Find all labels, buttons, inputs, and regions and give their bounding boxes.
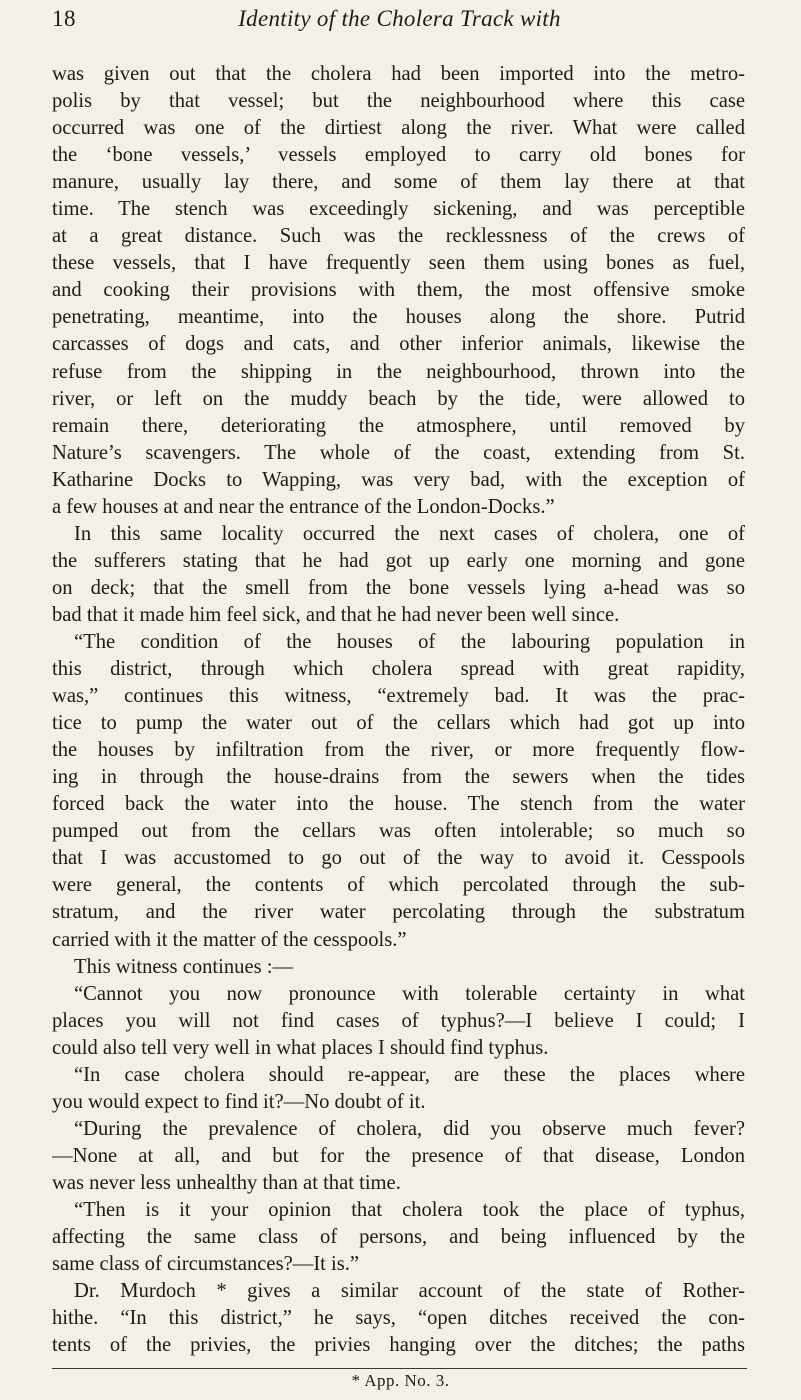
text-line: same class of circumstances?—It is.”: [52, 1253, 360, 1276]
text-line: occurred was one of the dirtiest along the river. What were called: [52, 117, 745, 140]
text-line: ing in through the house-drains from the sewers when the tides: [52, 766, 745, 789]
text-line: time. The stench was exceedingly sickening, and was perceptible: [52, 198, 745, 221]
page-number: 18: [52, 6, 76, 31]
text-line: Dr. Murdoch * gives a similar account of the state of Rother-: [74, 1280, 745, 1303]
text-line: In this same locality occurred the next cases of cholera, one of: [74, 522, 745, 545]
text-line: “The condition of the houses of the labouring population in: [74, 630, 745, 653]
text-line: on deck; that the smell from the bone vessels lying a-head was so: [52, 576, 745, 599]
text-line: this district, through which cholera spread with great rapidity,: [52, 658, 745, 681]
text-line: penetrating, meantime, into the houses along the shore. Putrid: [52, 306, 745, 329]
text-line: hithe. “In this district,” he says, “open ditches received the con-: [52, 1307, 745, 1330]
text-line: could also tell very well in what places I should find typhus.: [52, 1036, 549, 1059]
text-line: remain there, deteriorating the atmosphere, until removed by: [52, 414, 745, 437]
page-header: [52, 6, 747, 38]
text-line: forced back the water into the house. The stench from the water: [52, 793, 745, 816]
text-line: and cooking their provisions with them, the most offensive smoke: [52, 279, 745, 302]
text-line: carried with it the matter of the cesspools.”: [52, 928, 407, 951]
text-line: was never less unhealthy than at that time.: [52, 1171, 401, 1194]
text-line: polis by that vessel; but the neighbourhood where this case: [52, 90, 745, 113]
text-line: carcasses of dogs and cats, and other inferior animals, likewise the: [52, 333, 745, 356]
text-line: was given out that the cholera had been imported into the metro-: [52, 63, 745, 85]
text-line: tents of the privies, the privies hanging over the ditches; the paths: [52, 1334, 745, 1357]
text-line: manure, usually lay there, and some of them lay there at that: [52, 171, 745, 194]
text-line: were general, the contents of which percolated through the sub-: [52, 874, 745, 897]
body-text: [52, 61, 745, 1359]
text-line: Katharine Docks to Wapping, was very bad, with the exception of: [52, 468, 745, 491]
text-line: “In case cholera should re-appear, are these the places where: [74, 1063, 745, 1086]
text-line: places you will not find cases of typhus?—I believe I could; I: [52, 1009, 745, 1032]
text-line: these vessels, that I have frequently seen them using bones as fuel,: [52, 252, 745, 275]
text-line: bad that it made him feel sick, and that he had never been well since.: [52, 603, 620, 626]
text-line: “Then is it your opinion that cholera took the place of typhus,: [74, 1198, 745, 1221]
text-line: you would expect to find it?—No doubt of it.: [52, 1090, 426, 1113]
text-line: was,” continues this witness, “extremely bad. It was the prac-: [52, 685, 745, 708]
text-line: river, or left on the muddy beach by the tide, were allowed to: [52, 387, 745, 410]
text-line: at a great distance. Such was the recklessness of the crews of: [52, 225, 745, 248]
text-line: the sufferers stating that he had got up early one morning and gone: [52, 549, 745, 572]
footnote: * App. No. 3.: [351, 1371, 450, 1390]
text-line: affecting the same class of persons, and being influenced by the: [52, 1226, 745, 1249]
text-line: refuse from the shipping in the neighbourhood, thrown into the: [52, 360, 745, 383]
text-line: the houses by infiltration from the river, or more frequently flow-: [52, 739, 745, 762]
text-line: “Cannot you now pronounce with tolerable certainty in what: [74, 982, 745, 1005]
text-line: that I was accustomed to go out of the way to avoid it. Cesspools: [52, 847, 745, 870]
text-line: This witness continues :—: [74, 955, 294, 978]
text-line: Nature’s scavengers. The whole of the coast, extending from St.: [52, 441, 745, 464]
text-line: —None at all, and but for the presence of that disease, London: [52, 1144, 745, 1167]
text-line: tice to pump the water out of the cellars which had got up into: [52, 712, 745, 735]
text-line: stratum, and the river water percolating through the substratum: [52, 901, 745, 924]
text-line: the ‘bone vessels,’ vessels employed to carry old bones for: [52, 144, 745, 167]
text-line: pumped out from the cellars was often intolerable; so much so: [52, 820, 745, 843]
text-line: a few houses at and near the entrance of the London-Docks.”: [52, 495, 555, 518]
text-line: “During the prevalence of cholera, did you observe much fever?: [74, 1117, 745, 1140]
footnote-divider: [52, 1368, 747, 1369]
running-head: Identity of the Cholera Track with: [238, 6, 561, 31]
